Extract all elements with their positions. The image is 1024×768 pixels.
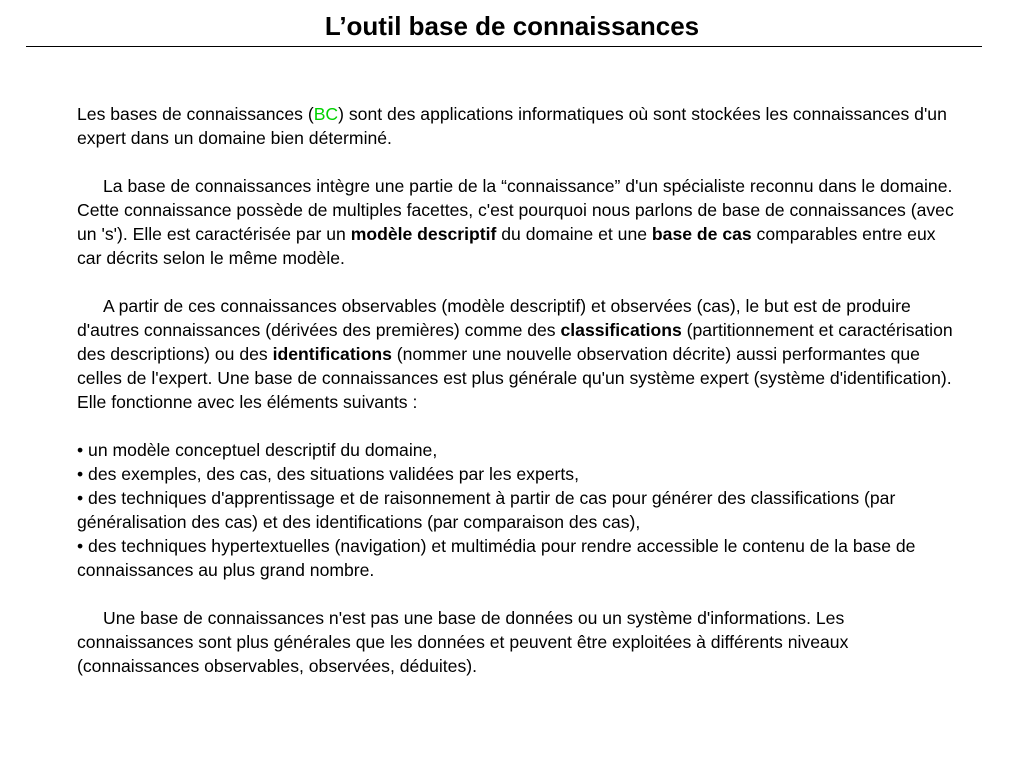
paragraph-definition-start: Les bases de connaissances ( xyxy=(77,104,314,124)
list-item: • un modèle conceptuel descriptif du domaine, xyxy=(77,440,438,460)
elements-list xyxy=(77,438,957,582)
term-case-base: base de cas xyxy=(651,224,752,244)
paragraph-goal-text-3: (nommer une nouvelle observation décrite) aussi performantes que celles de l'expert. Une base de connaissances est plus générale qu'un système expert (système d'identification). Elle fonctionne avec les éléments suivants : xyxy=(77,344,952,412)
paragraph-goal xyxy=(77,294,957,414)
paragraph-goal-text-2: (partitionnement et caractérisation des descriptions) ou des xyxy=(77,320,953,364)
term-descriptive-model: modèle descriptif xyxy=(350,224,497,244)
slide-title: L’outil base de connaissances xyxy=(324,11,700,41)
list-item: • des techniques d'apprentissage et de raisonnement à partir de cas pour générer des classifications (par généralisation des cas) et des identifications (par comparaison des cas), xyxy=(77,488,896,532)
paragraph-knowledge-base-text-2: du domaine et une xyxy=(496,224,652,244)
term-identifications: identifications xyxy=(272,344,392,364)
paragraph-knowledge-base-text-1: La base de connaissances intègre une partie de la “connaissance” d'un spécialiste reconnu dans le domaine. Cette connaissance possède de multiples facettes, c'est pourquoi nous parlons de base de connaissances (avec un 's'). Elle est caractérisée par un xyxy=(77,176,954,244)
list-item: • des techniques hypertextuelles (navigation) et multimédia pour rendre accessible le contenu de la base de connaissances au plus grand nombre. xyxy=(77,536,916,580)
term-classifications: classifications xyxy=(560,320,682,340)
paragraph-goal-text-1: A partir de ces connaissances observables (modèle descriptif) et observées (cas), le but est de produire d'autres connaissances (dérivées des premières) comme des xyxy=(77,296,911,340)
paragraph-definition-end: ) sont des applications informatiques où sont stockées les connaissances d'un expert dans un domaine bien déterminé. xyxy=(77,104,947,148)
title-underline xyxy=(26,46,982,47)
paragraph-definition xyxy=(77,102,957,150)
slide-body xyxy=(77,102,957,678)
paragraph-knowledge-base xyxy=(77,174,957,270)
list-item: • des exemples, des cas, des situations validées par les experts, xyxy=(77,464,579,484)
bc-abbreviation: BC xyxy=(313,104,339,124)
paragraph-knowledge-base-text-3: comparables entre eux car décrits selon le même modèle. xyxy=(77,224,936,268)
paragraph-distinction: Une base de connaissances n'est pas une base de données ou un système d'informations. Les connaissances sont plus générales que les données et peuvent être exploitées à différents niveaux (connaissances observables, observées, déduites). xyxy=(77,608,849,676)
